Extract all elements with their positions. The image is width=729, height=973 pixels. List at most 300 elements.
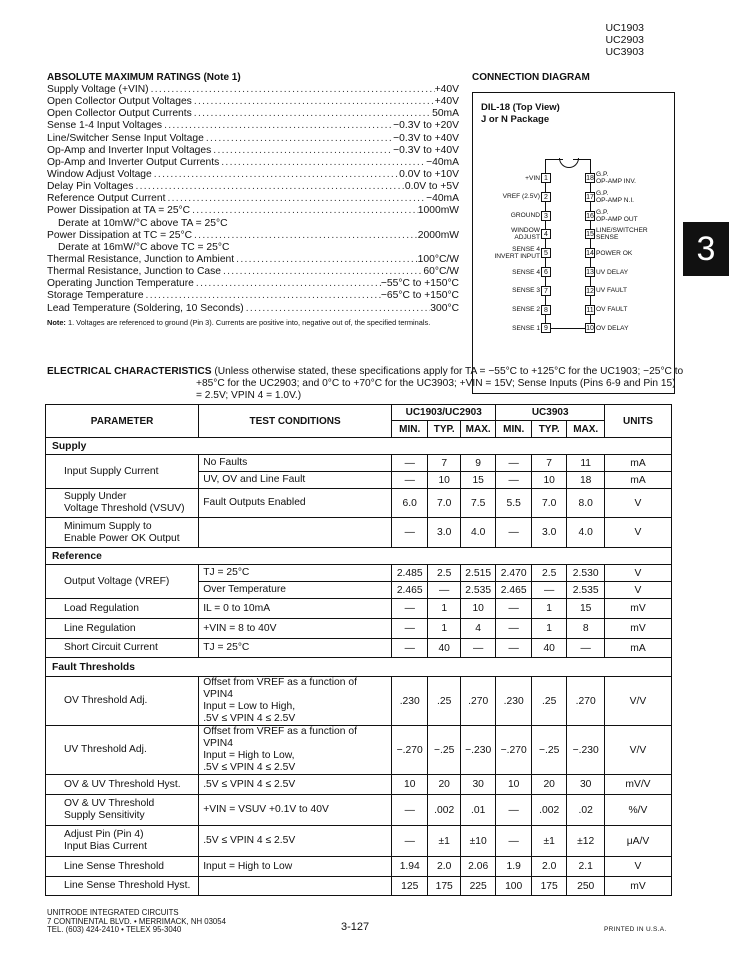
value-cell: 30 (567, 775, 605, 795)
pin-label-line: SENSE 4 (512, 246, 540, 254)
value-cell: 2.465 (496, 582, 532, 599)
value-cell: ±10 (460, 826, 496, 857)
table-row (46, 639, 672, 658)
value-cell: 4.0 (567, 518, 605, 548)
value-cell: .230 (496, 677, 532, 726)
table-row (46, 677, 672, 726)
pin-label-line: SENSE (596, 234, 619, 242)
value-cell: — (496, 472, 532, 489)
header-max: MAX. (567, 421, 605, 438)
leader-dots (194, 278, 381, 290)
package-line-1: DIL-18 (Top View) (481, 102, 560, 113)
connection-title: CONNECTION DIAGRAM (472, 72, 590, 83)
units-cell: %/V (604, 795, 671, 826)
value-cell: .25 (531, 677, 567, 726)
cond-cell: Input = High to Low (199, 857, 392, 877)
param-line: Enable Power OK Output (64, 532, 180, 544)
rating-value: 0.0V to +5V (404, 181, 459, 193)
rating-label: Line/Switcher Sense Input Voltage (47, 132, 204, 144)
footer-address: 7 CONTINENTAL BLVD. • MERRIMACK, NH 03054 (47, 916, 226, 926)
value-cell: 15 (460, 472, 496, 489)
header-min: MIN. (496, 421, 532, 438)
pin-label-line: SENSE 2 (512, 306, 540, 314)
table-row (46, 877, 672, 896)
value-cell: 8.0 (567, 489, 605, 518)
pin-label-line: WINDOW (511, 227, 540, 235)
rating-row (47, 120, 459, 132)
pin-label-line: UV FAULT (596, 287, 628, 295)
rating-label: Op-Amp and Inverter Input Voltages (47, 144, 212, 156)
pin-number: 16 (586, 212, 594, 220)
rating-label: Lead Temperature (Soldering, 10 Seconds) (47, 302, 244, 314)
leader-dots (192, 96, 435, 108)
value-cell: ±1 (531, 826, 567, 857)
value-cell: 20 (428, 775, 460, 795)
cond-cell: TJ = 25°C (199, 639, 392, 658)
value-cell: — (567, 639, 605, 658)
value-cell: — (496, 599, 532, 619)
pin-number: 17 (586, 193, 594, 201)
value-cell: 250 (567, 877, 605, 896)
param-cell: Line Regulation (46, 619, 199, 639)
rating-row (47, 169, 459, 181)
value-cell: 7.0 (531, 489, 567, 518)
header-group-2: UC3903 (496, 405, 605, 421)
value-cell: −.230 (460, 726, 496, 775)
cond-cell: .5V ≤ VPIN 4 ≤ 2.5V (199, 775, 392, 795)
header-max: MAX. (460, 421, 496, 438)
leader-dots (244, 303, 431, 315)
cond-cell: Over Temperature (199, 582, 392, 599)
rating-label: Window Adjust Voltage (47, 168, 152, 180)
pin-label (512, 306, 540, 313)
rating-label: Operating Junction Temperature (47, 278, 194, 290)
rating-label: Supply Voltage (+VIN) (47, 84, 149, 95)
value-cell: .002 (428, 795, 460, 826)
pin-number: 10 (586, 325, 594, 333)
value-cell: — (496, 619, 532, 639)
units-cell: mV (604, 599, 671, 619)
pin-number: 7 (541, 286, 551, 296)
rating-value: 60°C/W (423, 266, 459, 278)
value-cell: — (391, 639, 428, 658)
units-cell: V (604, 489, 671, 518)
pin-label (596, 325, 629, 332)
pin-label-line: G.P. (596, 171, 609, 178)
ec-intro-1: (Unless otherwise stated, these specifications apply for TA = −55°C to +125°C for the UC1903; −25°C to (214, 366, 684, 377)
pin-label-line: SENSE 3 (512, 287, 540, 295)
pin-number: 12 (586, 287, 594, 295)
value-cell: — (391, 599, 428, 619)
value-cell: 1 (428, 619, 460, 639)
value-cell: 4 (460, 619, 496, 639)
units-cell: mV (604, 877, 671, 896)
rating-row (47, 303, 459, 315)
value-cell: −.25 (531, 726, 567, 775)
rating-row (47, 84, 459, 96)
value-cell: −.25 (428, 726, 460, 775)
footer-company-block (47, 909, 226, 935)
param-line: Voltage Threshold (VSUV) (64, 503, 185, 514)
param-cell (46, 795, 199, 826)
table-row (46, 518, 672, 548)
rating-row (47, 205, 459, 217)
pin-number: 14 (586, 250, 594, 258)
leader-dots (152, 169, 399, 181)
pin-label-line: VREF (2.5V) (502, 193, 540, 201)
rating-row (47, 230, 459, 242)
param-cell: UV Threshold Adj. (46, 726, 199, 775)
param-cell: Line Sense Threshold Hyst. (46, 877, 199, 896)
param-line: Supply Under (64, 491, 127, 502)
rating-value: 1000mW (417, 205, 459, 217)
rating-row (47, 181, 459, 193)
value-cell: 8 (567, 619, 605, 639)
rating-row (47, 218, 459, 230)
pin-label (512, 269, 540, 276)
units-cell: V (604, 582, 671, 599)
rating-value: −40mA (426, 156, 459, 168)
cond-cell (199, 518, 392, 548)
rating-value: −65°C to +150°C (380, 290, 459, 302)
value-cell: .02 (567, 795, 605, 826)
value-cell: 2.0 (428, 857, 460, 877)
ec-intro-3: = 2.5V; VPIN 4 = 1.0V.) (196, 390, 302, 401)
rating-value: 0.0V to +10V (399, 168, 459, 180)
part-numbers (605, 22, 644, 58)
param-line: Input Bias Current (64, 841, 147, 852)
cond-cell (199, 726, 392, 775)
table-row (46, 826, 672, 857)
electrical-heading (47, 366, 687, 402)
value-cell: 40 (531, 639, 567, 658)
value-cell: 2.530 (567, 565, 605, 582)
cond-cell: No Faults (199, 455, 392, 472)
cond-line: Input = Low to High, (203, 701, 296, 712)
value-cell: .270 (567, 677, 605, 726)
cond-line: Offset from VREF as a function of VPIN4 (203, 726, 357, 749)
pin-label-line: SENSE 4 (512, 268, 540, 276)
param-cell: OV & UV Threshold Hyst. (46, 775, 199, 795)
param-line: Adjust Pin (Pin 4) (64, 829, 144, 840)
connection-diagram (472, 72, 648, 333)
pin-label (512, 325, 540, 332)
value-cell: 30 (460, 775, 496, 795)
pin-label (596, 250, 632, 257)
pin-label-line: OP-AMP INV. (596, 178, 636, 185)
cond-cell: TJ = 25°C (199, 565, 392, 582)
value-cell: 2.465 (391, 582, 428, 599)
rating-value: 100°C/W (417, 253, 459, 265)
value-cell: 1 (531, 619, 567, 639)
cond-cell: +VIN = 8 to 40V (199, 619, 392, 639)
units-cell: V (604, 857, 671, 877)
value-cell: 125 (391, 877, 428, 896)
value-cell: .270 (460, 677, 496, 726)
value-cell: 7.0 (428, 489, 460, 518)
value-cell: — (496, 518, 532, 548)
rating-value: −0.3V to +20V (393, 120, 459, 132)
header-units: UNITS (604, 405, 671, 438)
pin-label-line: UV DELAY (596, 268, 629, 276)
absolute-maximum-ratings (47, 72, 459, 327)
value-cell: 175 (428, 877, 460, 896)
cond-cell: Fault Outputs Enabled (199, 489, 392, 518)
header-min: MIN. (391, 421, 428, 438)
value-cell: 2.5 (428, 565, 460, 582)
pin-number: 9 (541, 323, 551, 333)
pin-label (596, 306, 627, 313)
table-row (46, 599, 672, 619)
section-supply: Supply (46, 438, 672, 455)
pin-label-line: OV FAULT (596, 306, 628, 314)
param-cell: Load Regulation (46, 599, 199, 619)
printed-notice: PRINTED IN U.S.A. (604, 926, 667, 933)
section-tab: 3 (683, 222, 729, 276)
value-cell: 20 (531, 775, 567, 795)
header-group-1: UC1903/UC2903 (391, 405, 495, 421)
value-cell: — (391, 795, 428, 826)
value-cell: .230 (391, 677, 428, 726)
rating-value: −55°C to +150°C (380, 278, 459, 290)
part-number-2: UC2903 (605, 34, 644, 46)
value-cell: 2.06 (460, 857, 496, 877)
value-cell: ±1 (428, 826, 460, 857)
units-cell: mV (604, 619, 671, 639)
value-cell: 5.5 (496, 489, 532, 518)
amr-note (47, 318, 459, 327)
value-cell: — (496, 639, 532, 658)
leader-dots (133, 181, 404, 193)
value-cell: 2.5 (531, 565, 567, 582)
pin-label (511, 227, 540, 241)
param-cell: Output Voltage (VREF) (46, 565, 199, 599)
param-cell: Short Circuit Current (46, 639, 199, 658)
pin-label (511, 212, 540, 219)
value-cell: 1 (531, 599, 567, 619)
value-cell: — (391, 518, 428, 548)
value-cell: 1.9 (496, 857, 532, 877)
rating-row (47, 157, 459, 169)
section-fault-thresholds: Fault Thresholds (46, 658, 672, 677)
rating-label: Storage Temperature (47, 290, 144, 302)
leader-dots (190, 205, 418, 217)
value-cell: 2.535 (567, 582, 605, 599)
value-cell: 4.0 (460, 518, 496, 548)
rating-row (47, 266, 459, 278)
pin-label-line: G.P. (596, 189, 609, 197)
leader-dots (149, 84, 435, 96)
units-cell: mA (604, 455, 671, 472)
leader-dots (165, 193, 426, 205)
cond-cell: UV, OV and Line Fault (199, 472, 392, 489)
leader-dots (221, 266, 423, 278)
table-row (46, 775, 672, 795)
cond-cell (199, 677, 392, 726)
value-cell: 10 (391, 775, 428, 795)
pin-label-line: OV DELAY (596, 324, 629, 332)
value-cell: 40 (428, 639, 460, 658)
value-cell: 2.515 (460, 565, 496, 582)
rating-label: Thermal Resistance, Junction to Case (47, 266, 221, 278)
rating-value: +40V (434, 84, 459, 95)
units-cell: V/V (604, 726, 671, 775)
leader-dots (211, 145, 393, 157)
param-line: Supply Sensitivity (64, 810, 145, 821)
rating-value: +40V (434, 96, 459, 108)
rating-row (47, 290, 459, 302)
value-cell: .002 (531, 795, 567, 826)
pin-label-line: INVERT INPUT (494, 253, 540, 261)
rating-label: Sense 1-4 Input Voltages (47, 120, 163, 132)
header-typ: TYP. (428, 421, 460, 438)
table-row (46, 726, 672, 775)
chip-notch (559, 158, 579, 168)
value-cell: 3.0 (428, 518, 460, 548)
value-cell: — (391, 472, 428, 489)
footer-company: UNITRODE INTEGRATED CIRCUITS (47, 908, 179, 917)
cond-line: Input = High to Low, (203, 750, 295, 761)
value-cell: 2.470 (496, 565, 532, 582)
pin-label (596, 227, 648, 241)
pin-number: 13 (586, 269, 594, 276)
package-line-2: J or N Package (481, 114, 550, 125)
value-cell: ±12 (567, 826, 605, 857)
value-cell: 225 (460, 877, 496, 896)
value-cell: 10 (428, 472, 460, 489)
rating-label: Reference Output Current (47, 193, 166, 205)
ec-title: ELECTRICAL CHARACTERISTICS (47, 366, 212, 377)
rating-value: −0.3V to +40V (393, 144, 459, 156)
pin-label (494, 246, 540, 260)
cond-cell: IL = 0 to 10mA (199, 599, 392, 619)
value-cell: 2.535 (460, 582, 496, 599)
ec-intro-2: +85°C for the UC2903; and 0°C to +70°C for the UC3903; +VIN = 15V; Sense Inputs (Pins 6-9 and Pin 15) (196, 378, 676, 389)
value-cell: 10 (460, 599, 496, 619)
rating-label: Open Collector Output Voltages (47, 96, 192, 108)
units-cell: V (604, 518, 671, 548)
electrical-table (45, 404, 672, 896)
value-cell: 1 (428, 599, 460, 619)
rating-row (47, 133, 459, 145)
value-cell: — (496, 826, 532, 857)
cond-cell: +VIN = VSUV +0.1V to 40V (199, 795, 392, 826)
section-reference: Reference (46, 548, 672, 565)
table-row (46, 565, 672, 582)
rating-label: Thermal Resistance, Junction to Ambient (47, 253, 235, 265)
rating-row (47, 254, 459, 266)
cond-line: Offset from VREF as a function of VPIN4 (203, 677, 357, 700)
part-number-3: UC3903 (605, 46, 644, 58)
units-cell: mA (604, 639, 671, 658)
pin-label (596, 287, 627, 294)
rating-label: Op-Amp and Inverter Output Currents (47, 156, 220, 168)
note-label: Note: (47, 317, 66, 327)
value-cell: — (496, 795, 532, 826)
pin-number: 6 (541, 267, 551, 277)
rating-value: 300°C (430, 302, 459, 314)
note-text: 1. Voltages are referenced to ground (Pin 3). Currents are positive into, negative out of, the specified terminals. (67, 317, 431, 327)
page-number: 3-127 (341, 921, 370, 933)
leader-dots (162, 120, 393, 132)
value-cell: — (460, 639, 496, 658)
pin-label-line: SENSE 1 (512, 324, 540, 332)
table-row (46, 489, 672, 518)
param-cell: Line Sense Threshold (46, 857, 199, 877)
rating-label: Derate at 10mW/°C above TA = 25°C (58, 217, 228, 229)
chip-outline (544, 159, 594, 333)
value-cell: 10 (531, 472, 567, 489)
units-cell: mV/V (604, 775, 671, 795)
pin-label-line: OP-AMP N.I. (596, 196, 634, 204)
value-cell: 2.1 (567, 857, 605, 877)
pin-label (596, 171, 636, 185)
rating-label: Derate at 16mW/°C above TC = 25°C (58, 241, 230, 253)
rating-row (47, 242, 459, 254)
value-cell: — (428, 582, 460, 599)
header-parameter: PARAMETER (46, 405, 199, 438)
value-cell: 3.0 (531, 518, 567, 548)
pin-label (596, 209, 638, 223)
pin-label (512, 287, 540, 294)
leader-dots (192, 230, 418, 242)
value-cell: 6.0 (391, 489, 428, 518)
table-row (46, 857, 672, 877)
leader-dots (234, 254, 418, 266)
header-typ: TYP. (531, 421, 567, 438)
value-cell: .25 (428, 677, 460, 726)
part-number-1: UC1903 (605, 22, 644, 34)
value-cell: — (391, 826, 428, 857)
units-cell: μA/V (604, 826, 671, 857)
header-test-conditions: TEST CONDITIONS (199, 405, 392, 438)
footer-phone: TEL. (603) 424-2410 • TELEX 95-3040 (47, 925, 182, 935)
value-cell: 7 (428, 455, 460, 472)
param-cell: OV Threshold Adj. (46, 677, 199, 726)
value-cell: −.230 (567, 726, 605, 775)
pin-label (596, 269, 628, 276)
pin-label (525, 175, 540, 182)
amr-list (47, 84, 459, 315)
value-cell: — (391, 619, 428, 639)
pin-number: 2 (541, 192, 551, 202)
param-cell: Input Supply Current (46, 455, 199, 489)
pin-label-line: +VIN (525, 174, 540, 182)
rating-row (47, 193, 459, 205)
value-cell: 100 (496, 877, 532, 896)
value-cell: 7.5 (460, 489, 496, 518)
value-cell: .01 (460, 795, 496, 826)
value-cell: 11 (567, 455, 605, 472)
pin-number: 8 (541, 305, 551, 315)
cond-cell: .5V ≤ VPIN 4 ≤ 2.5V (199, 826, 392, 857)
rating-row (47, 278, 459, 290)
param-line: Minimum Supply to (64, 520, 152, 532)
pin-number: 1 (541, 173, 551, 183)
units-cell: mA (604, 472, 671, 489)
leader-dots (219, 157, 426, 169)
value-cell: 9 (460, 455, 496, 472)
param-cell (46, 826, 199, 857)
cond-line: .5V ≤ VPIN 4 ≤ 2.5V (203, 713, 296, 724)
amr-title: ABSOLUTE MAXIMUM RATINGS (Note 1) (47, 72, 241, 83)
value-cell: 2.0 (531, 857, 567, 877)
pin-number: 4 (541, 229, 551, 239)
value-cell: 18 (567, 472, 605, 489)
rating-row (47, 145, 459, 157)
leader-dots (204, 133, 393, 145)
table-row (46, 795, 672, 826)
